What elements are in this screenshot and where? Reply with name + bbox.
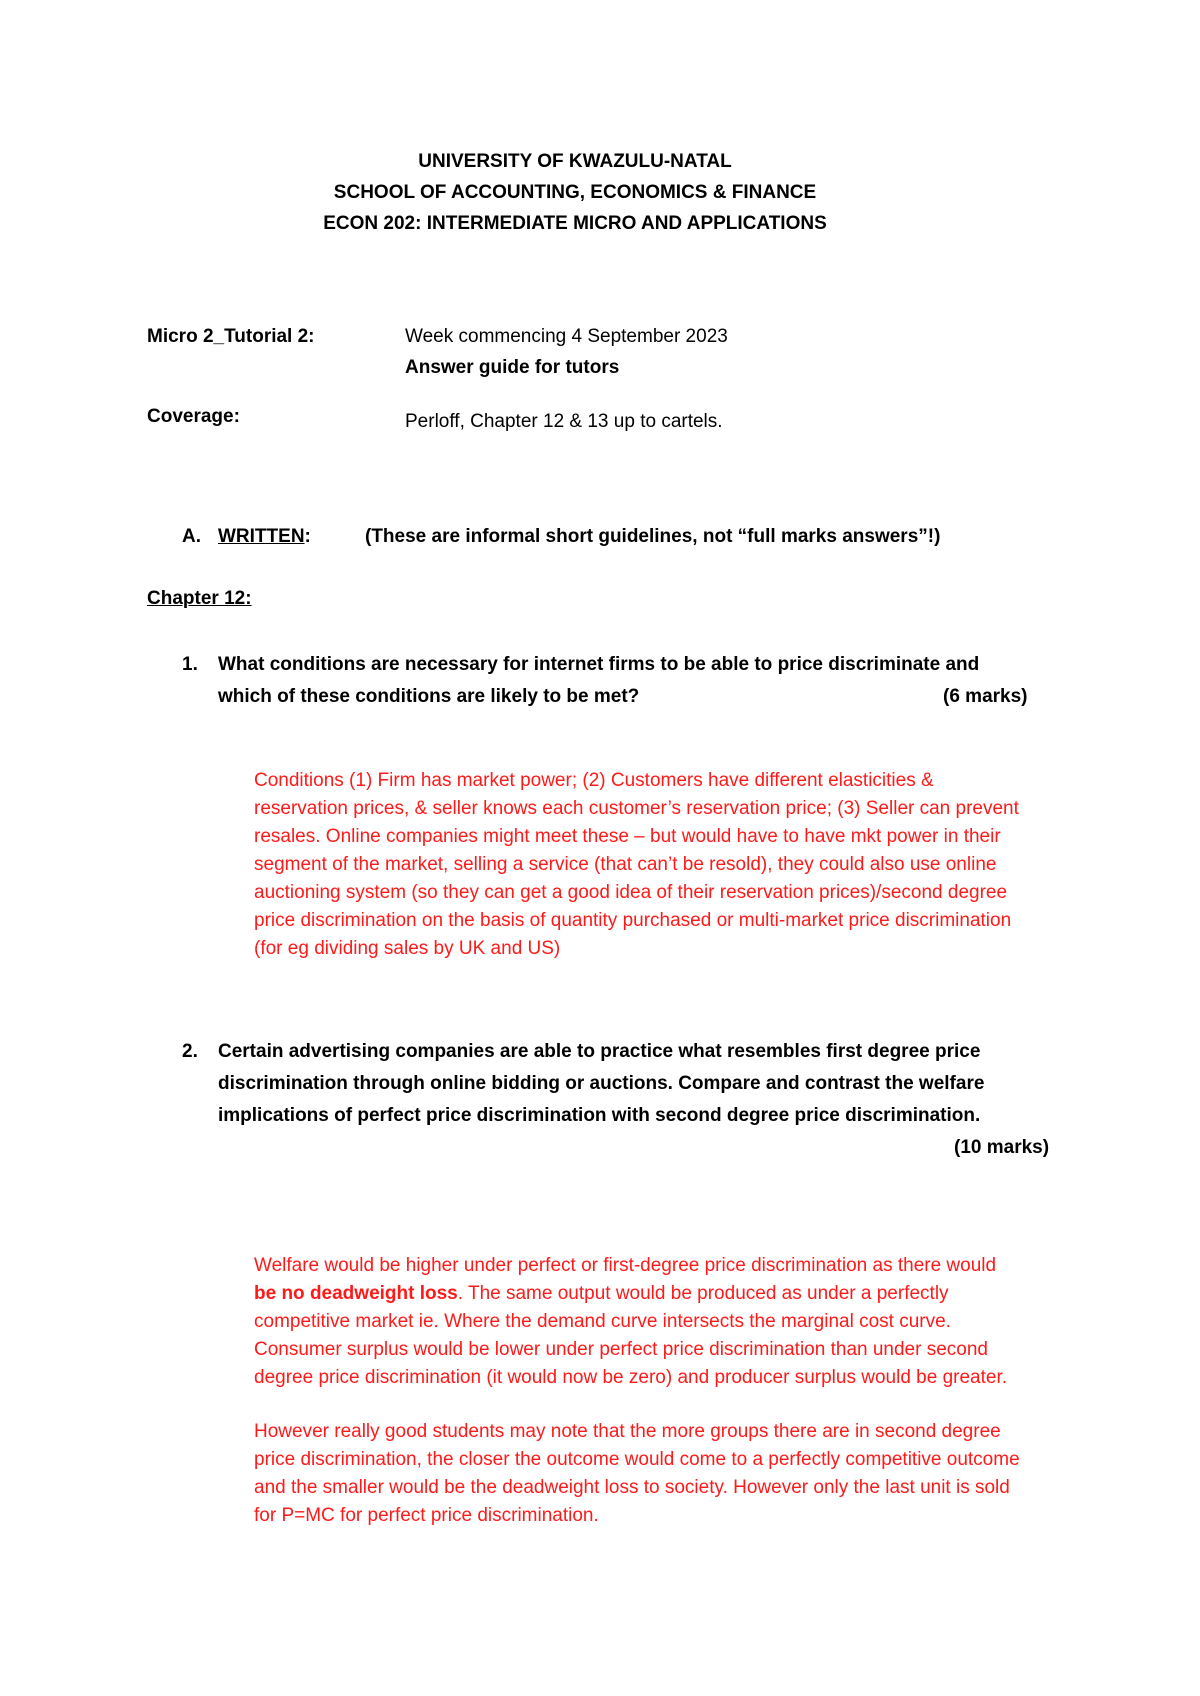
school-name: SCHOOL OF ACCOUNTING, ECONOMICS & FINANCE <box>333 182 817 203</box>
answer-line: price discrimination on the basis of quantity purchased or multi-market price discrimination <box>254 910 1012 931</box>
question-number: 2. <box>182 1041 198 1062</box>
course-title: ECON 202: INTERMEDIATE MICRO AND APPLICATIONS <box>323 213 827 234</box>
answer-line: for P=MC for perfect price discrimination. <box>254 1505 599 1526</box>
answer-2-paragraph-1 <box>254 1252 1074 1392</box>
answer-line <box>254 1280 1074 1308</box>
answer-line: resales. Online companies might meet these – but would have to have mkt power in their <box>254 826 1001 847</box>
week-text: Week commencing 4 September 2023 <box>405 326 728 347</box>
answer-2-paragraph-2 <box>254 1418 1074 1530</box>
answer-line: price discrimination, the closer the outcome would come to a perfectly competitive outcome <box>254 1449 1020 1470</box>
question-line: which of these conditions are likely to be met? <box>218 686 640 707</box>
document-header <box>0 146 1150 239</box>
answer-line: auctioning system (so they can get a good idea of their reservation prices)/second degree <box>254 882 1008 903</box>
answer-line: Consumer surplus would be lower under perfect price discrimination than under second <box>254 1339 988 1360</box>
chapter-heading: Chapter 12: <box>147 588 252 609</box>
section-colon: : <box>304 526 311 547</box>
question-marks: (6 marks) <box>943 686 1028 707</box>
university-name: UNIVERSITY OF KWAZULU-NATAL <box>418 151 732 172</box>
answer-line: segment of the market, selling a service (that can’t be resold), they could also use online <box>254 854 997 875</box>
coverage-label: Coverage: <box>147 406 240 427</box>
answer-line: (for eg dividing sales by UK and US) <box>254 938 561 959</box>
section-a-heading <box>182 526 941 548</box>
answer-line: reservation prices, & seller knows each customer’s reservation price; (3) Seller can prevent <box>254 798 1019 819</box>
section-title: WRITTEN <box>218 526 305 547</box>
question-marks: (10 marks) <box>954 1137 1050 1158</box>
question-line: implications of perfect price discrimination with second degree price discrimination. <box>218 1105 981 1126</box>
question-line: What conditions are necessary for internet firms to be able to price discriminate and <box>218 654 980 675</box>
answer-line-rest: . The same output would be produced as under a perfectly <box>457 1283 949 1304</box>
answer-line: degree price discrimination (it would now be zero) and producer surplus would be greater. <box>254 1367 1008 1388</box>
answer-line: competitive market ie. Where the demand curve intersects the marginal cost curve. <box>254 1311 951 1332</box>
answer-line: Conditions (1) Firm has market power; (2) Customers have different elasticities & <box>254 770 934 791</box>
coverage-text: Perloff, Chapter 12 & 13 up to cartels. <box>405 411 723 432</box>
question-2 <box>182 1036 1082 1166</box>
answer-1 <box>254 767 1074 963</box>
section-note: (These are informal short guidelines, not “full marks answers”!) <box>365 526 941 547</box>
question-1 <box>182 649 1082 719</box>
question-line: Certain advertising companies are able to practice what resembles first degree price <box>218 1041 981 1062</box>
answer-line: However really good students may note that the more groups there are in second degree <box>254 1421 1001 1442</box>
answer-line: and the smaller would be the deadweight loss to society. However only the last unit is sold <box>254 1477 1010 1498</box>
section-letter: A. <box>182 526 201 547</box>
tutorial-label: Micro 2_Tutorial 2: <box>147 326 315 347</box>
answer-guide-label: Answer guide for tutors <box>405 357 620 378</box>
answer-emphasis: be no deadweight loss <box>254 1283 458 1304</box>
question-line: discrimination through online bidding or auctions. Compare and contrast the welfare <box>218 1073 985 1094</box>
answer-line: Welfare would be higher under perfect or first-degree price discrimination as there would <box>254 1255 997 1276</box>
question-number: 1. <box>182 654 198 675</box>
question-text <box>218 1036 1078 1132</box>
